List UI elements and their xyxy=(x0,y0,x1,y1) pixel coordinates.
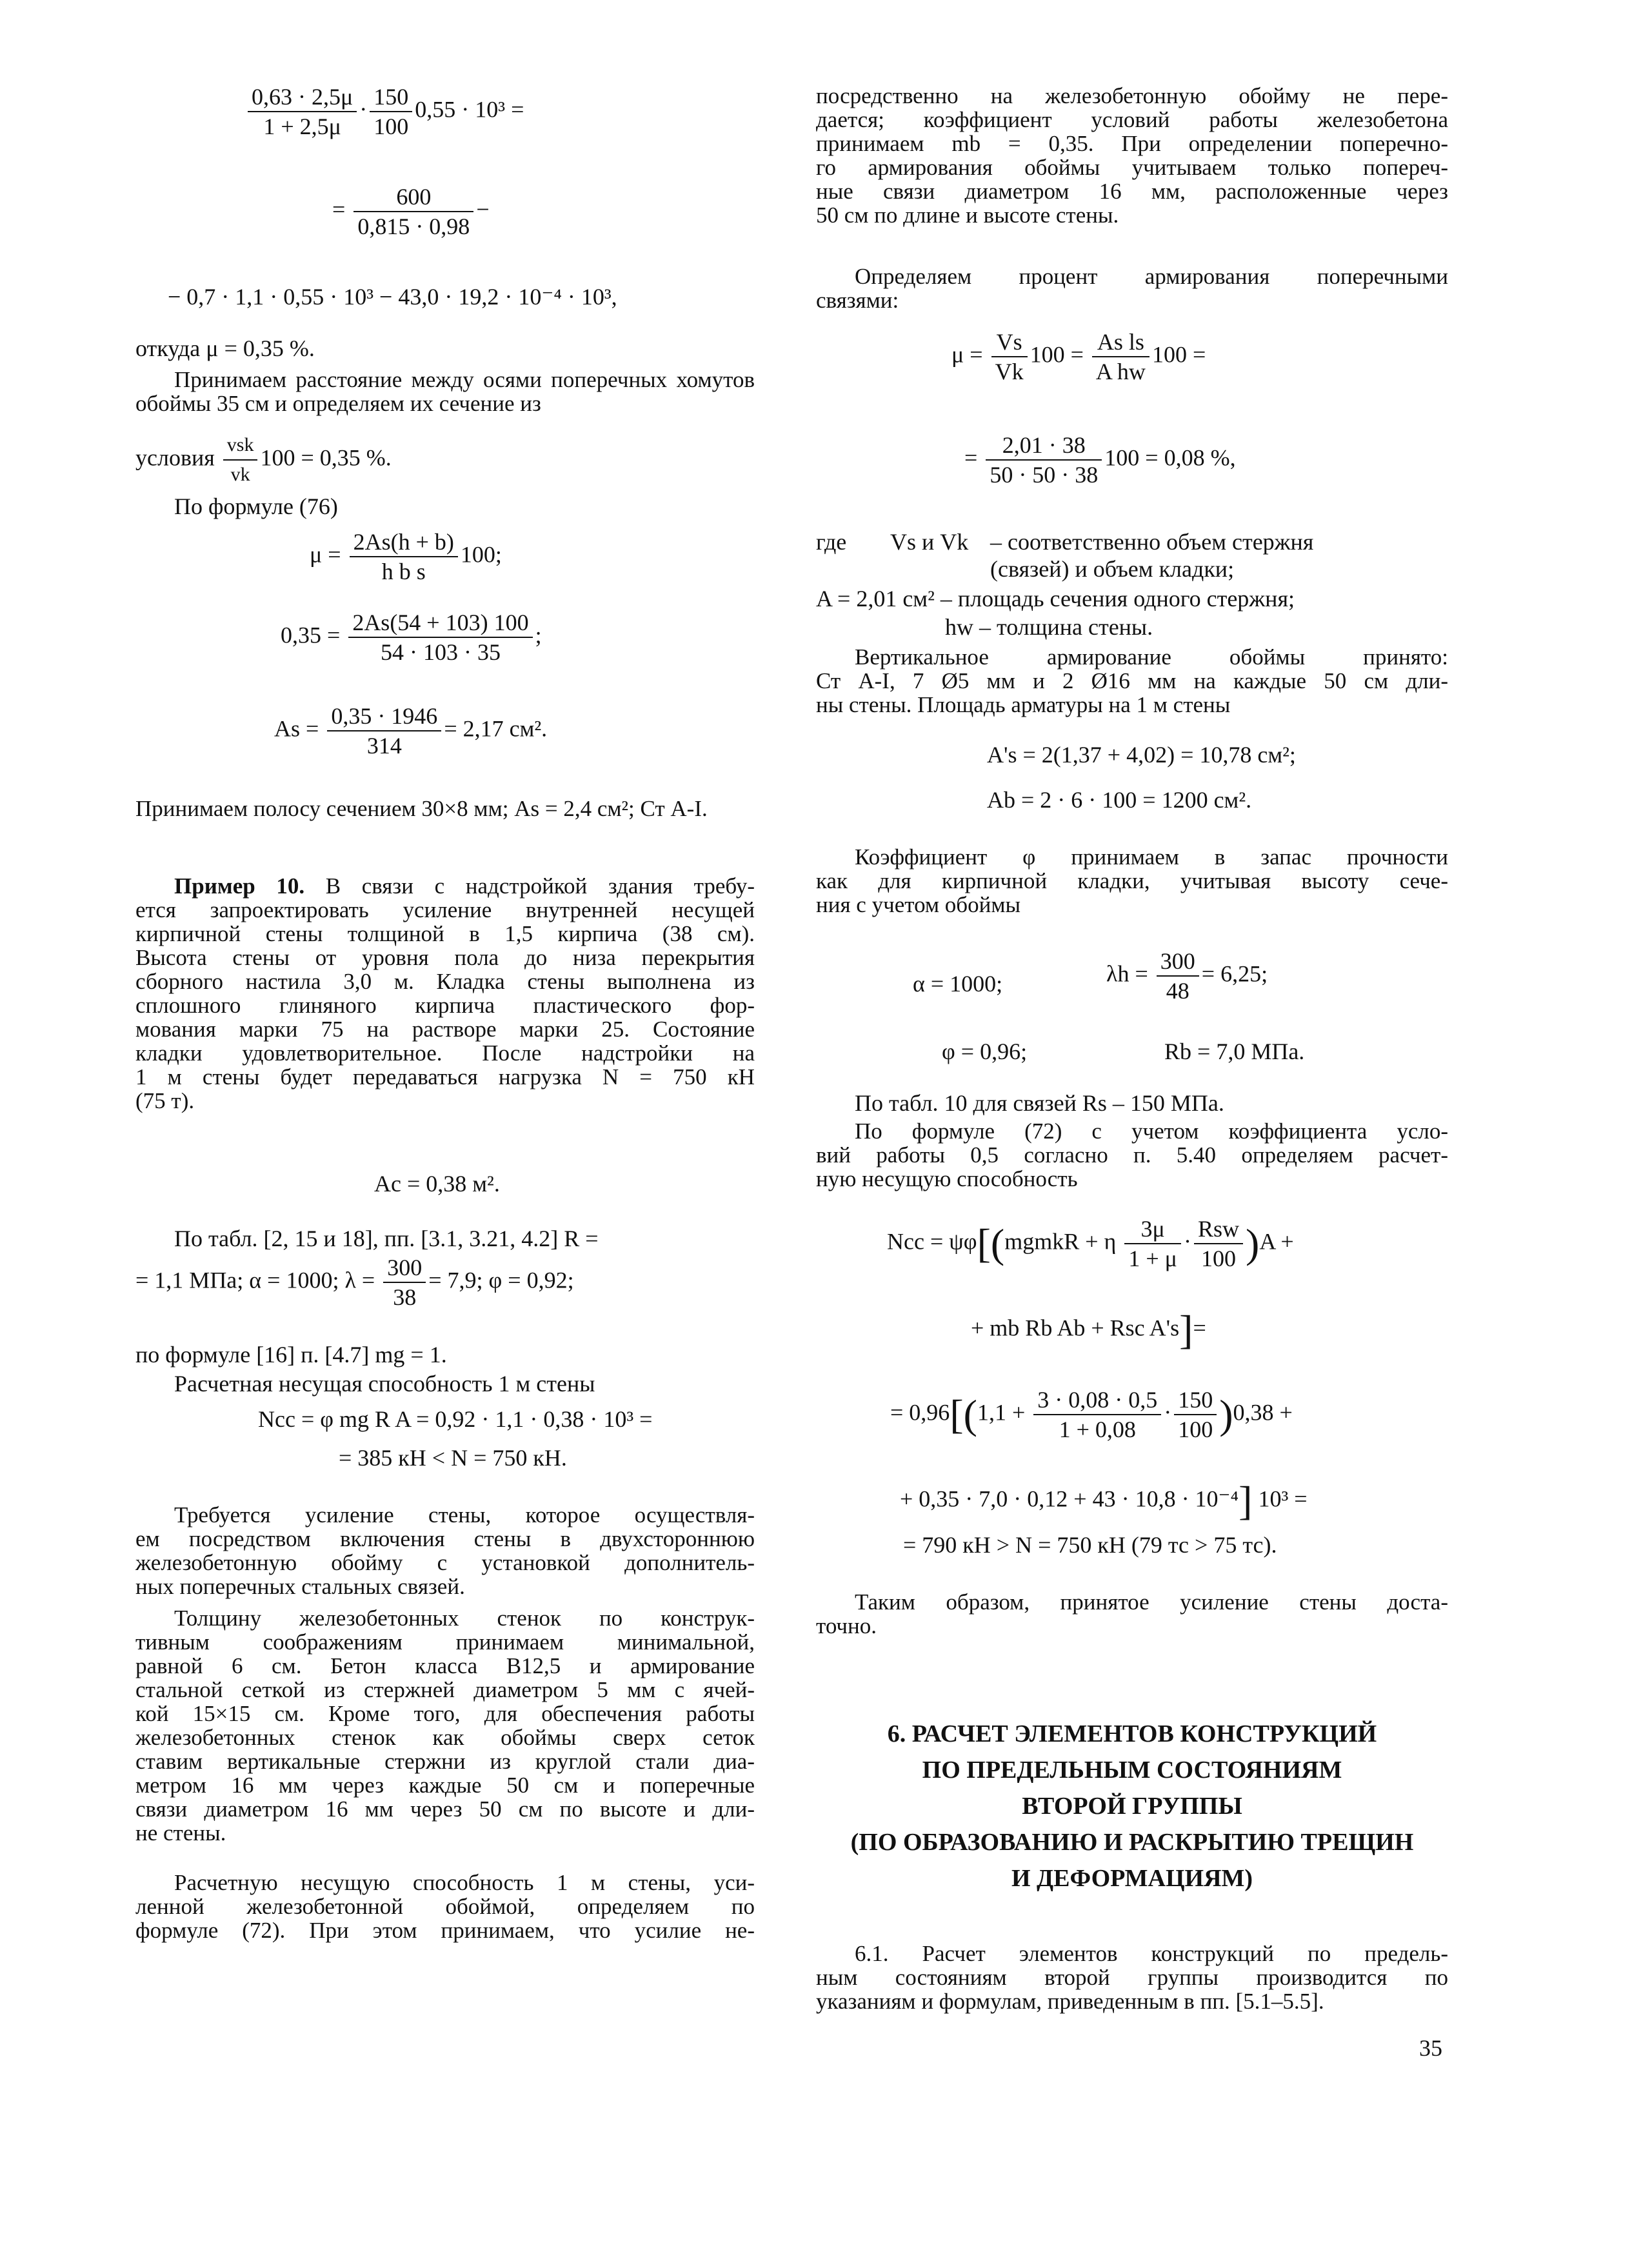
formula-r1-pre: μ = xyxy=(951,341,983,368)
formula-r1-den-b: A hw xyxy=(1095,359,1146,384)
formula-r2-num: 2,01 · 38 xyxy=(986,432,1102,461)
formula-r7-a: mgmkR + η xyxy=(1004,1228,1117,1255)
paragraph-tolshchina-line-7: метром 16 мм через каждые 50 см и поперечные xyxy=(135,1773,755,1798)
example-10-line-7: кладки удовлетворительное. После надстройки на xyxy=(135,1040,755,1066)
formula-r9: = 0,96[(1,1 + $\frac{3 \cdot 0,08 \cdot 0,5}{1 + 0,08}$ · $\frac{150}{100}$ )0,38 + xyxy=(890,1387,1293,1442)
paragraph-vertikalnoe xyxy=(816,645,1448,717)
formula-r10 xyxy=(900,1480,1308,1522)
paragraph-vertikalnoe-line-2: ны стены. Площадь арматуры на 1 м стены xyxy=(816,692,1231,717)
paragraph-takim-obrazom xyxy=(816,1590,1448,1638)
formula-6-den: 54 · 103 · 35 xyxy=(380,639,501,665)
formula-1-den-a: 1 + 2,5μ xyxy=(263,114,341,139)
formula-4-den: vk xyxy=(230,464,250,485)
text-otkuda: откуда μ = 0,35 %. xyxy=(135,335,315,361)
paragraph-posredstvenno-line-4: ные связи диаметром 16 мм, расположенные через xyxy=(816,179,1448,204)
paragraph-tolshchina-line-9: не стены. xyxy=(135,1820,226,1845)
paragraph-raschetnuyu-line-1: ленной железобетонной обоймой, определяем по xyxy=(135,1894,755,1919)
paragraph-raschetnuyu xyxy=(135,1871,755,1942)
where-line-2: (связей) и объем кладки; xyxy=(990,556,1235,582)
formula-r9-paren-close: ) xyxy=(1219,1391,1233,1437)
formula-r11: = 790 кН > N = 750 кН (79 тс > 75 тс). xyxy=(903,1532,1277,1558)
section-heading-line-4: И ДЕФОРМАЦИЯМ) xyxy=(1011,1865,1253,1892)
formula-5-num: 2As(h + b) xyxy=(350,529,458,557)
formula-6-pre: 0,35 = xyxy=(281,622,341,648)
paragraph-6-1-line-1: ным состояниям второй группы производится по xyxy=(816,1965,1448,1990)
text-raschetnaya: Расчетная несущая способность 1 м стены xyxy=(174,1371,595,1397)
paragraph-tolshchina-line-0: Толщину железобетонных стенок по конструк- xyxy=(174,1606,755,1631)
formula-r9-den-b: 100 xyxy=(1178,1417,1213,1442)
formula-7-num: 0,35 · 1946 xyxy=(327,703,441,731)
paragraph-koefficient-line-1: как для кирпичной кладки, учитывая высоту сече- xyxy=(816,868,1448,893)
paragraph-raschetnuyu-line-0: Расчетную несущую способность 1 м стены, уси- xyxy=(174,1870,755,1895)
paragraph-tolshchina-line-5: железобетонных стенок как обоймы сверх сеток xyxy=(135,1725,755,1750)
where-line-3: A = 2,01 см² – площадь сечения одного стержня; xyxy=(816,586,1295,612)
formula-r1-num-a: Vs xyxy=(991,329,1028,357)
formula-1-tail: 0,55 · 10³ = xyxy=(415,96,524,123)
paragraph-opredelyaem-line-0: Определяем процент армирования поперечными xyxy=(855,264,1448,289)
formula-4 xyxy=(135,432,392,488)
formula-5 xyxy=(310,529,502,584)
where-line-1 xyxy=(816,529,1448,555)
formula-r1 xyxy=(951,329,1206,384)
formula-2-pre: = xyxy=(332,196,346,223)
formula-9 xyxy=(135,1255,574,1310)
formula-r7-tail: A + xyxy=(1259,1228,1294,1255)
formula-9-num: 300 xyxy=(383,1255,426,1283)
formula-5-den: h b s xyxy=(381,559,426,584)
formula-r9-num-b: 150 xyxy=(1174,1387,1217,1415)
formula-2-tail: − xyxy=(476,196,490,223)
example-10 xyxy=(135,874,755,1113)
formula-r7-den-b: 100 xyxy=(1200,1246,1236,1271)
formula-7-tail: = 2,17 см². xyxy=(444,715,548,742)
paragraph-6-1-line-2: указаниям и формулам, приведенным в пп. [5.1–5.5]. xyxy=(816,1989,1324,2014)
paragraph-raschetnuyu-line-2: формуле (72). При этом принимаем, что усилие не- xyxy=(135,1918,755,1943)
paragraph-tolshchina xyxy=(135,1606,755,1845)
paragraph-posredstvenno-line-1: дается; коэффициент условий работы железобетона xyxy=(816,107,1448,132)
formula-r2-pre: = xyxy=(964,444,978,471)
formula-2-num: 600 xyxy=(353,184,473,212)
paragraph-trebuetsya-line-3: ных поперечных стальных связей. xyxy=(135,1574,465,1599)
formula-10: Ncc = φ mg R A = 0,92 · 1,1 · 0,38 · 10³ = xyxy=(258,1406,653,1432)
example-10-line-0: В связи с надстройкой здания требу- xyxy=(325,873,755,899)
example-10-line-1: ется запроектировать усиление внутренней несущей xyxy=(135,897,755,922)
where-symbols: Vs и Vk xyxy=(890,529,969,555)
formula-r7-num-a: 3μ xyxy=(1124,1216,1181,1244)
formula-r1-mid: 100 = xyxy=(1030,341,1084,368)
formula-r9-den-a: 1 + 0,08 xyxy=(1059,1417,1136,1442)
paragraph-koefficient-line-2: ния с учетом обоймы xyxy=(816,892,1020,917)
formula-5-pre: μ = xyxy=(310,541,341,568)
formula-r8-tail: = xyxy=(1193,1315,1206,1341)
formula-r6b: Rb = 7,0 МПа. xyxy=(1164,1039,1305,1064)
text-po-tabl: По табл. [2, 15 и 18], пп. [3.1, 3.21, 4.2] R = xyxy=(174,1226,599,1251)
example-10-line-6: мования марки 75 на растворе марки 25. Состояние xyxy=(135,1017,755,1042)
formula-r5b-den: 48 xyxy=(1166,978,1189,1004)
formula-1-num-b: 150 xyxy=(370,84,412,112)
paragraph-takim-obrazom-line-0: Таким образом, принятое усиление стены доста- xyxy=(855,1589,1448,1615)
formula-r8-bracket-close: ] xyxy=(1179,1307,1193,1353)
formula-r2-tail: 100 = 0,08 %, xyxy=(1104,444,1236,471)
formula-r8-body: + mb Rb Ab + Rsc A's xyxy=(971,1315,1180,1341)
text-po-formule-76: По формуле (76) xyxy=(174,493,338,519)
paragraph-posredstvenno-line-3: го армирования обоймы учитываем только попереч- xyxy=(816,155,1448,180)
formula-1-den-b: 100 xyxy=(373,114,409,139)
formula-1-num-a: 0,63 · 2,5μ xyxy=(248,84,357,112)
formula-r8 xyxy=(971,1309,1206,1351)
formula-7-den: 314 xyxy=(366,733,402,759)
example-10-line-8: 1 м стены будет передаваться нагрузка N = 750 кН xyxy=(135,1064,755,1089)
formula-4-num: vsk xyxy=(223,432,258,461)
formula-r9-pre: = 0,96 xyxy=(890,1399,950,1426)
paragraph-posredstvenno-line-5: 50 см по длине и высоте стены. xyxy=(816,203,1119,228)
paragraph-trebuetsya xyxy=(135,1503,755,1598)
paragraph-trebuetsya-line-1: ем посредством включения стены в двухстороннюю xyxy=(135,1526,755,1551)
formula-r7-num-b: Rsw xyxy=(1194,1216,1243,1244)
formula-r1-den-a: Vk xyxy=(995,359,1024,384)
paragraph-tolshchina-line-4: кой 15×15 см. Кроме того, для обеспечения работы xyxy=(135,1701,755,1726)
page-number: 35 xyxy=(1419,2035,1442,2061)
formula-r2-den: 50 · 50 · 38 xyxy=(990,462,1099,488)
paragraph-tolshchina-line-1: тивным соображениям принимаем минимальной, xyxy=(135,1629,755,1655)
formula-2 xyxy=(332,184,490,239)
example-10-label: Пример 10. xyxy=(174,873,305,899)
example-10-line-3: Высота стены от уровня пола до низа перекрытия xyxy=(135,945,755,970)
formula-r6a: φ = 0,96; xyxy=(942,1039,1028,1064)
formula-r7-pre: Ncc = ψφ xyxy=(887,1228,977,1255)
formula-9-tail: = 7,9; φ = 0,92; xyxy=(428,1267,574,1293)
where-label: где xyxy=(816,529,847,555)
formula-3: − 0,7 · 1,1 · 0,55 · 10³ − 43,0 · 19,2 · 10⁻⁴ · 10³, xyxy=(168,284,617,310)
paragraph-po-formule-72-line-0: По формуле (72) с учетом коэффициента усло- xyxy=(855,1119,1448,1144)
formula-r5b-tail: = 6,25; xyxy=(1201,960,1268,987)
formula-r3: A's = 2(1,37 + 4,02) = 10,78 см²; xyxy=(987,742,1296,768)
formula-r9-bracket-open: [( xyxy=(950,1391,977,1437)
paragraph-opredelyaem xyxy=(816,264,1448,312)
section-heading-line-3: (ПО ОБРАЗОВАНИЮ И РАСКРЫТИЮ ТРЕЩИН xyxy=(850,1829,1414,1856)
formula-r9-a: 1,1 + xyxy=(977,1399,1026,1426)
paragraph-koefficient-line-0: Коэффициент φ принимаем в запас прочности xyxy=(855,844,1448,870)
formula-r9-num-a: 3 · 0,08 · 0,5 xyxy=(1033,1387,1161,1415)
paragraph-posredstvenno-line-0: посредственно на железобетонную обойму не пере- xyxy=(816,83,1448,108)
paragraph-posredstvenno-line-2: принимаем mb = 0,35. При определении поперечно- xyxy=(816,131,1448,156)
formula-r2 xyxy=(964,432,1236,488)
example-10-line-4: сборного настила 3,0 м. Кладка стены выполнена из xyxy=(135,969,755,994)
formula-r9-tail: 0,38 + xyxy=(1233,1399,1293,1426)
formula-r5b-num: 300 xyxy=(1157,948,1199,977)
formula-r7-paren-close: ) xyxy=(1246,1220,1260,1266)
formula-6-num: 2As(54 + 103) 100 xyxy=(348,610,532,638)
paragraph-opredelyaem-line-1: связями: xyxy=(816,288,899,313)
paragraph-6-1-line-0: 6.1. Расчет элементов конструкций по предель- xyxy=(855,1941,1448,1966)
where-text: – соответственно объем стержня xyxy=(990,529,1314,555)
example-10-line-2: кирпичной стены толщиной в 1,5 кирпича (38 см). xyxy=(135,921,755,946)
formula-6 xyxy=(281,610,542,665)
formula-r10-tail: 10³ = xyxy=(1258,1486,1308,1512)
paragraph-po-formule-72-line-1: вий работы 0,5 согласно п. 5.40 определяем расчет- xyxy=(816,1142,1448,1168)
formula-r10-body: + 0,35 · 7,0 · 0,12 + 43 · 10,8 · 10⁻⁴ xyxy=(900,1486,1239,1512)
formula-r5b xyxy=(1106,948,1268,1004)
formula-r10-bracket-close: ] xyxy=(1239,1478,1253,1524)
formula-r5a: α = 1000; xyxy=(913,971,1003,997)
formula-r1-tail: 100 = xyxy=(1151,341,1206,368)
formula-9-pre: = 1,1 МПа; α = 1000; λ = xyxy=(135,1267,375,1293)
section-heading-line-1: ПО ПРЕДЕЛЬНЫМ СОСТОЯНИЯМ xyxy=(922,1756,1342,1784)
paragraph-po-formule-72-line-2: ную несущую способность xyxy=(816,1166,1078,1191)
formula-5-tail: 100; xyxy=(460,541,502,568)
paragraph-tolshchina-line-3: стальной сеткой из стержней диаметром 5 мм с ячей- xyxy=(135,1677,755,1702)
paragraph-takim-obrazom-line-1: точно. xyxy=(816,1613,877,1638)
formula-r1-num-b: As ls xyxy=(1092,329,1149,357)
formula-8: Ac = 0,38 м². xyxy=(374,1171,500,1197)
paragraph-po-formule-72 xyxy=(816,1119,1448,1191)
formula-7 xyxy=(274,703,547,759)
text-po-tabl-10: По табл. 10 для связей Rs – 150 МПа. xyxy=(855,1090,1224,1116)
formula-r4: Ab = 2 · 6 · 100 = 1200 см². xyxy=(987,787,1252,813)
paragraph-trebuetsya-line-0: Требуется усиление стены, которое осуществля- xyxy=(174,1502,755,1527)
paragraph-trebuetsya-line-2: железобетонную обойму с установкой дополнитель- xyxy=(135,1550,755,1575)
formula-4-tail: 100 = 0,35 %. xyxy=(260,444,392,471)
paragraph-posredstvenno xyxy=(816,84,1448,227)
paragraph-vertikalnoe-line-0: Вертикальное армирование обоймы принято: xyxy=(855,644,1448,670)
formula-r5b-pre: λh = xyxy=(1106,960,1148,987)
paragraph-tolshchina-line-2: равной 6 см. Бетон класса B12,5 и армирование xyxy=(135,1653,755,1678)
text-polosa: Принимаем полосу сечением 30×8 мм; As = 2,4 см²; Ст A-I. xyxy=(135,796,708,821)
paragraph-spacing: Принимаем расстояние между осями поперечных хомутов обоймы 35 см и определяем их сечение из xyxy=(135,367,755,416)
example-10-line-9: (75 т). xyxy=(135,1088,195,1113)
formula-r7-den-a: 1 + μ xyxy=(1128,1246,1177,1271)
paragraph-koefficient xyxy=(816,845,1448,917)
formula-4-pre: условия xyxy=(135,444,215,471)
example-10-line-5: сплошного глиняного кирпича пластического фор- xyxy=(135,993,755,1018)
paragraph-6-1 xyxy=(816,1942,1448,2013)
formula-11: = 385 кН < N = 750 кН. xyxy=(339,1445,567,1471)
paragraph-tolshchina-line-8: связи диаметром 16 мм через 50 см по высоте и дли- xyxy=(135,1796,755,1822)
paragraph-tolshchina-line-6: ставим вертикальные стержни из круглой стали диа- xyxy=(135,1749,755,1774)
section-heading-line-0: 6. РАСЧЕТ ЭЛЕМЕНТОВ КОНСТРУКЦИЙ xyxy=(887,1720,1377,1747)
formula-2-den: 0,815 · 0,98 xyxy=(357,214,470,239)
formula-7-pre: As = xyxy=(274,715,319,742)
formula-r7: Ncc = ψφ[(mgmkR + η $\frac{3\mu}{1 + \mu}$ · $\frac{\text{Rsw}}{100}$ )A + xyxy=(887,1216,1294,1271)
section-heading-line-2: ВТОРОЙ ГРУППЫ xyxy=(1022,1793,1242,1820)
formula-9-den: 38 xyxy=(393,1284,417,1310)
formula-1: $\frac{0,63 \cdot 2,5\mu}{1 + 2,5\mu}$ · $\frac{150}{100}$ 0,55 · 10³ = xyxy=(245,84,524,139)
text-po-formule-16: по формуле [16] п. [4.7] mg = 1. xyxy=(135,1342,447,1368)
formula-6-tail: ; xyxy=(535,622,542,648)
where-line-4: hw – толщина стены. xyxy=(945,614,1153,640)
paragraph-vertikalnoe-line-1: Ст A-I, 7 Ø5 мм и 2 Ø16 мм на каждые 50 см дли- xyxy=(816,668,1448,693)
section-heading xyxy=(816,1716,1448,1896)
formula-r7-bracket-open: [( xyxy=(977,1220,1005,1266)
